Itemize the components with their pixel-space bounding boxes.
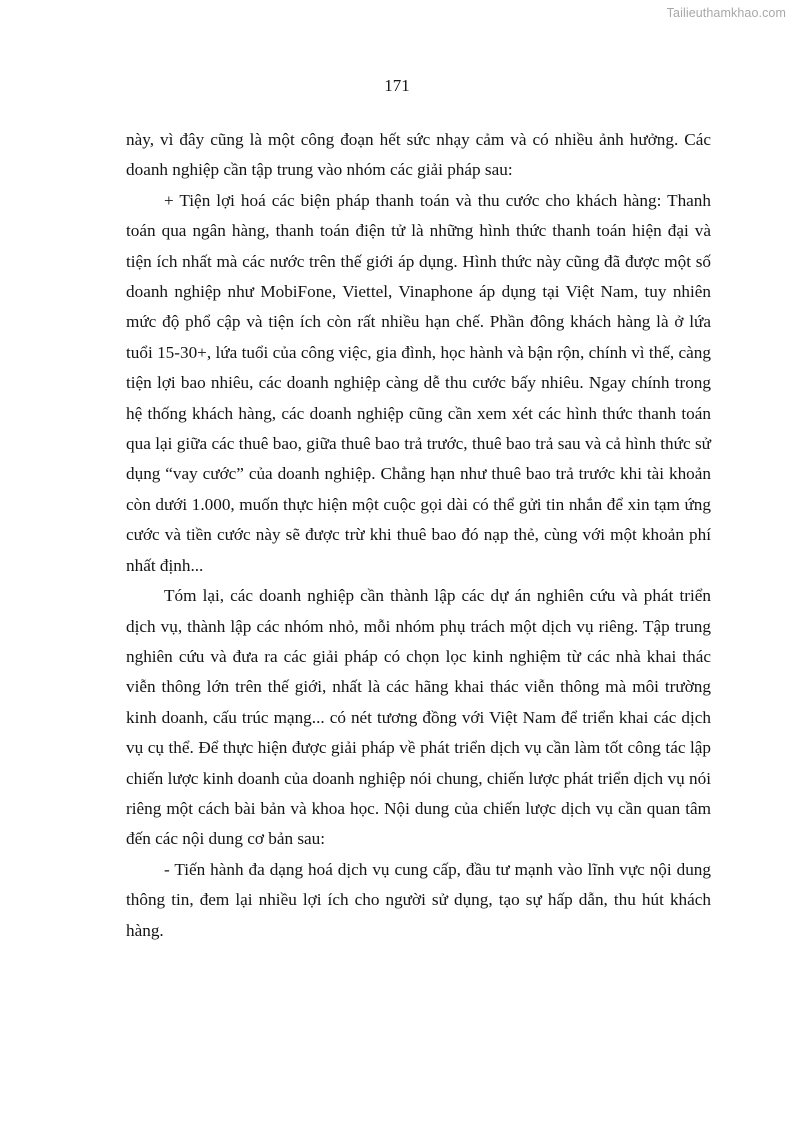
paragraph-summary: Tóm lại, các doanh nghiệp cần thành lập các dự án nghiên cứu và phát triển dịch vụ, thành lập các nhóm nhỏ, mỗi nhóm phụ trách một dịch vụ riêng. Tập trung nghiên cứu và đưa ra các giải pháp có chọn lọc kinh nghiệm từ các nhà khai thác viễn thông lớn trên thế giới, nhất là các hãng khai thác viễn thông mà môi trường kinh doanh, cấu trúc mạng... có nét tương đồng với Việt Nam để triển khai các dịch vụ cụ thể. Để thực hiện được giải pháp về phát triển dịch vụ cần làm tốt công tác lập chiến lược kinh doanh của doanh nghiệp nói chung, chiến lược phát triển dịch vụ nói riêng một cách bài bản và khoa học. Nội dung của chiến lược dịch vụ cần quan tâm đến các nội dung cơ bản sau: xyxy=(126,586,711,849)
body-text xyxy=(126,125,711,946)
page-number: 171 xyxy=(384,76,410,95)
paragraph-continuation: này, vì đây cũng là một công đoạn hết sức nhạy cảm và có nhiều ảnh hưởng. Các doanh nghiệp cần tập trung vào nhóm các giải pháp sau: xyxy=(126,130,711,180)
watermark: Tailieuthamkhao.com xyxy=(666,6,786,20)
paragraph-payment-convenience: + Tiện lợi hoá các biện pháp thanh toán và thu cước cho khách hàng: Thanh toán qua ngân hàng, thanh toán điện tử là những hình thức thanh toán hiện đại và tiện ích nhất mà các nước trên thế giới áp dụng. Hình thức này cũng đã được một số doanh nghiệp như MobiFone, Viettel, Vinaphone áp dụng tại Việt Nam, tuy nhiên mức độ phổ cập và tiện ích còn rất nhiều hạn chế. Phần đông khách hàng là ở lứa tuổi 15-30+, lứa tuổi của công việc, gia đình, học hành và bận rộn, chính vì thế, càng tiện lợi bao nhiêu, các doanh nghiệp càng dễ thu cước bấy nhiêu. Ngay chính trong hệ thống khách hàng, các doanh nghiệp cũng cần xem xét các hình thức thanh toán qua lại giữa các thuê bao, giữa thuê bao trả trước, thuê bao trả sau và cả hình thức sử dụng “vay cước” của doanh nghiệp. Chẳng hạn như thuê bao trả trước khi tài khoản còn dưới 1.000, muốn thực hiện một cuộc gọi dài có thể gửi tin nhắn để xin tạm ứng cước và tiền cước này sẽ được trừ khi thuê bao đó nạp thẻ, cùng với một khoản phí nhất định... xyxy=(126,190,711,575)
paragraph-diversification: - Tiến hành đa dạng hoá dịch vụ cung cấp, đầu tư mạnh vào lĩnh vực nội dung thông tin, đem lại nhiều lợi ích cho người sử dụng, tạo sự hấp dẫn, thu hút khách hàng. xyxy=(126,859,711,940)
